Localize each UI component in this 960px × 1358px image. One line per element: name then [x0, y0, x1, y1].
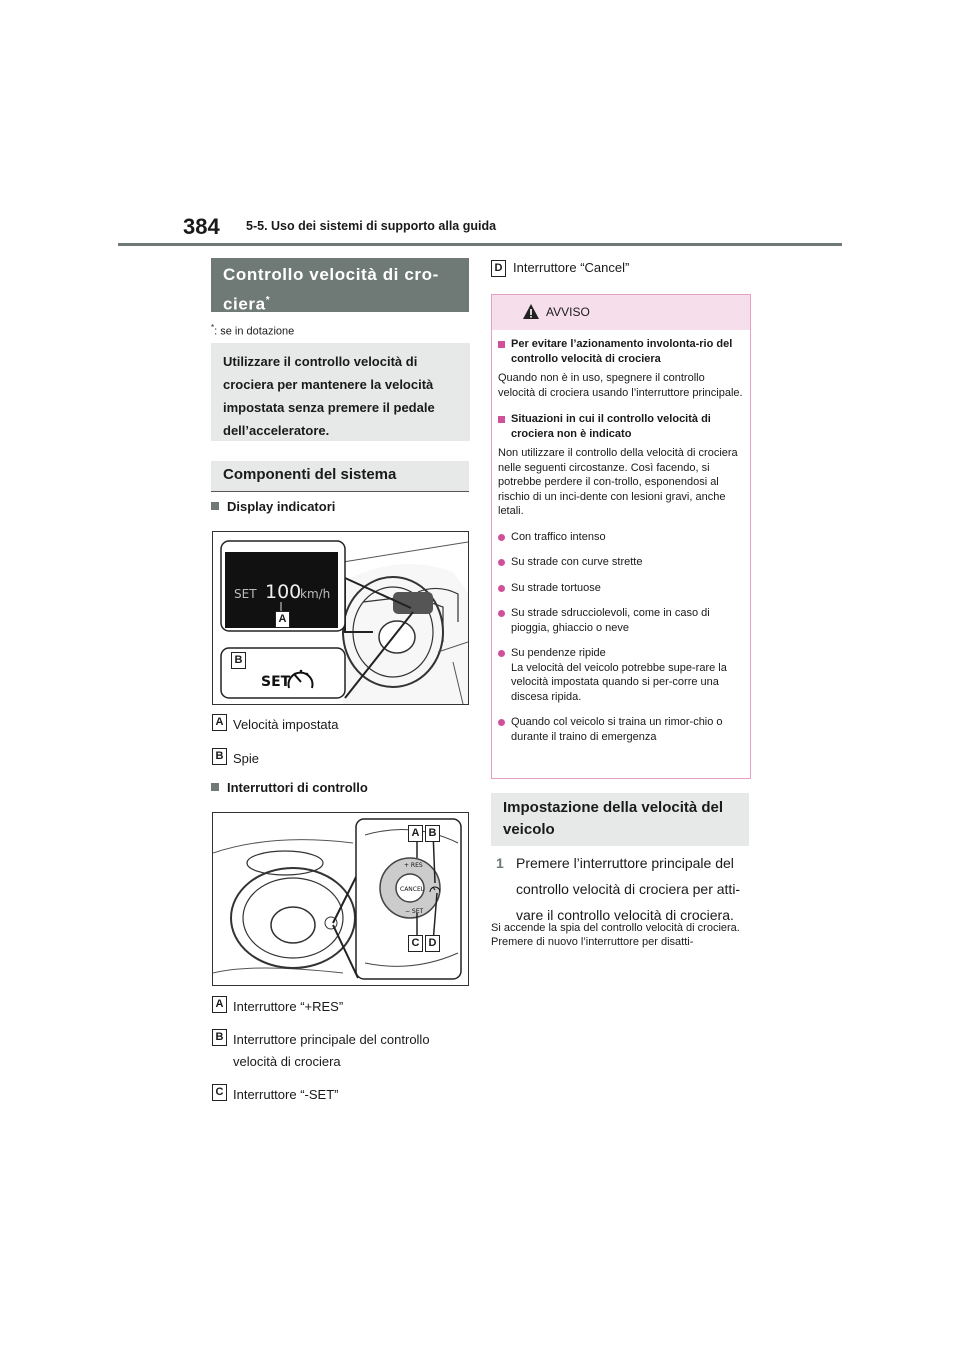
legend2-b-key: B: [212, 1029, 227, 1046]
fig2-label-d: D: [425, 935, 440, 952]
warning-box: [491, 294, 751, 779]
legend2-a-text: Interruttore “+RES”: [233, 999, 344, 1014]
footnote: [211, 323, 294, 338]
warning-heading-2-text: Situazioni in cui il controllo velocità di crociera non è indicato: [511, 413, 711, 440]
asterisk: *: [265, 295, 271, 306]
fig1-label-b: B: [231, 652, 246, 669]
step-text: Premere l’interruttore principale del controllo velocità di crociera per atti-vare il controllo velocità di crociera.: [516, 855, 741, 923]
legend2-c-text: Interruttore “-SET”: [233, 1087, 339, 1102]
indicator-set-text: SET: [261, 674, 291, 690]
figure-display-indicators: [212, 531, 469, 705]
legend2-b-text: Interruttore principale del controllo velocità di crociera: [233, 1032, 430, 1069]
warning-triangle-icon: [522, 303, 540, 320]
legend2-a-key: A: [212, 996, 227, 1013]
warning-heading-1-text: Per evitare l’azionamento involonta-rio del controllo velocità di crociera: [511, 338, 733, 365]
section-title-line2: ciera: [223, 294, 266, 314]
legend-b-text: Spie: [233, 751, 260, 766]
legend-a-text: Velocità impostata: [233, 717, 339, 732]
warning-bullet: Con traffico intenso: [498, 530, 744, 545]
switches-heading: [211, 780, 368, 795]
fig2-label-a: A: [408, 825, 423, 842]
footnote-mark: *: [211, 323, 215, 332]
heading-marker: [211, 502, 219, 510]
display-speed-value: 100: [265, 581, 302, 603]
speed-setting-title-bar: [491, 793, 749, 846]
footnote-text: : se in dotazione: [214, 325, 295, 338]
intro-box: [211, 343, 470, 441]
header-rule: [118, 243, 842, 246]
section-title-bar: [211, 258, 469, 312]
res-label: + RES: [404, 862, 423, 869]
cancel-label: CANCEL: [400, 886, 425, 893]
warning-title: AVVISO: [546, 305, 590, 319]
intro-text: Utilizzare il controllo velocità di crociera per mantenere la velocità impostata senza premere il pedale dell’acceleratore.: [223, 354, 435, 438]
speed-setting-title: Impostazione della velocità del veicolo: [503, 799, 724, 838]
warning-heading-1: [498, 337, 744, 366]
heading-marker: [211, 783, 219, 791]
step-number: 1: [496, 855, 504, 871]
warning-header: [492, 295, 750, 330]
warning-bullet-extra: La velocità del veicolo potrebbe supe-rare la velocità impostata quando si per-corre una discesa ripida.: [511, 661, 727, 703]
components-title: Componenti del sistema: [223, 466, 397, 483]
fig2-label-c: C: [408, 935, 423, 952]
warning-bullet: Su strade sdrucciolevoli, come in caso di pioggia, ghiaccio o neve: [498, 606, 744, 635]
warning-bullet: Su strade con curve strette: [498, 555, 744, 570]
step-note: Si accende la spia del controllo velocità di crociera. Premere di nuovo l’interruttore per disatti-: [491, 922, 740, 948]
warning-bullet: Su pendenze ripide La velocità del veicolo potrebbe supe-rare la velocità impostata quando si per-corre una discesa ripida.: [498, 646, 744, 704]
page-number: 384: [183, 214, 220, 239]
legend-a-key: A: [212, 714, 227, 731]
display-set-text: SET: [234, 587, 257, 601]
switches-heading-text: Interruttori di controllo: [227, 780, 368, 795]
legend-b-key: B: [212, 748, 227, 765]
display-heading: [211, 499, 335, 514]
dashboard-illustration: [213, 532, 468, 704]
chapter-title: 5-5. Uso dei sistemi di supporto alla guida: [246, 219, 497, 233]
warning-heading-2: [498, 412, 744, 441]
warning-bullet: Quando col veicolo si traina un rimor-chio o durante il traino di emergenza: [498, 715, 744, 744]
section-title-line1: Controllo velocità di cro-: [223, 265, 439, 284]
display-heading-text: Display indicatori: [227, 499, 336, 514]
warning-paragraph-2: Non utilizzare il controllo della velocità di crociera nelle seguenti circostanze. Così facendo, si potrebbe perdere il con-trollo, esponendosi al rischio di un inci-dente con lesioni gravi, anche letali.: [498, 447, 738, 517]
components-title-bar: [211, 461, 469, 492]
figure-control-switches: [212, 812, 469, 986]
warning-paragraph-1: Quando non è in uso, spegnere il controllo velocità di crociera usando l’interruttore principale.: [498, 372, 743, 399]
warning-body: [498, 331, 744, 744]
fig1-label-a: A: [275, 611, 290, 628]
set-label: − SET: [405, 908, 424, 915]
legend2-c-key: C: [212, 1084, 227, 1101]
warning-bullet: Su strade tortuose: [498, 581, 744, 596]
legend-d-text: Interruttore “Cancel”: [513, 260, 630, 275]
legend-d-key: D: [491, 260, 506, 277]
display-speed-unit: km/h: [300, 587, 331, 601]
fig2-label-b: B: [425, 825, 440, 842]
